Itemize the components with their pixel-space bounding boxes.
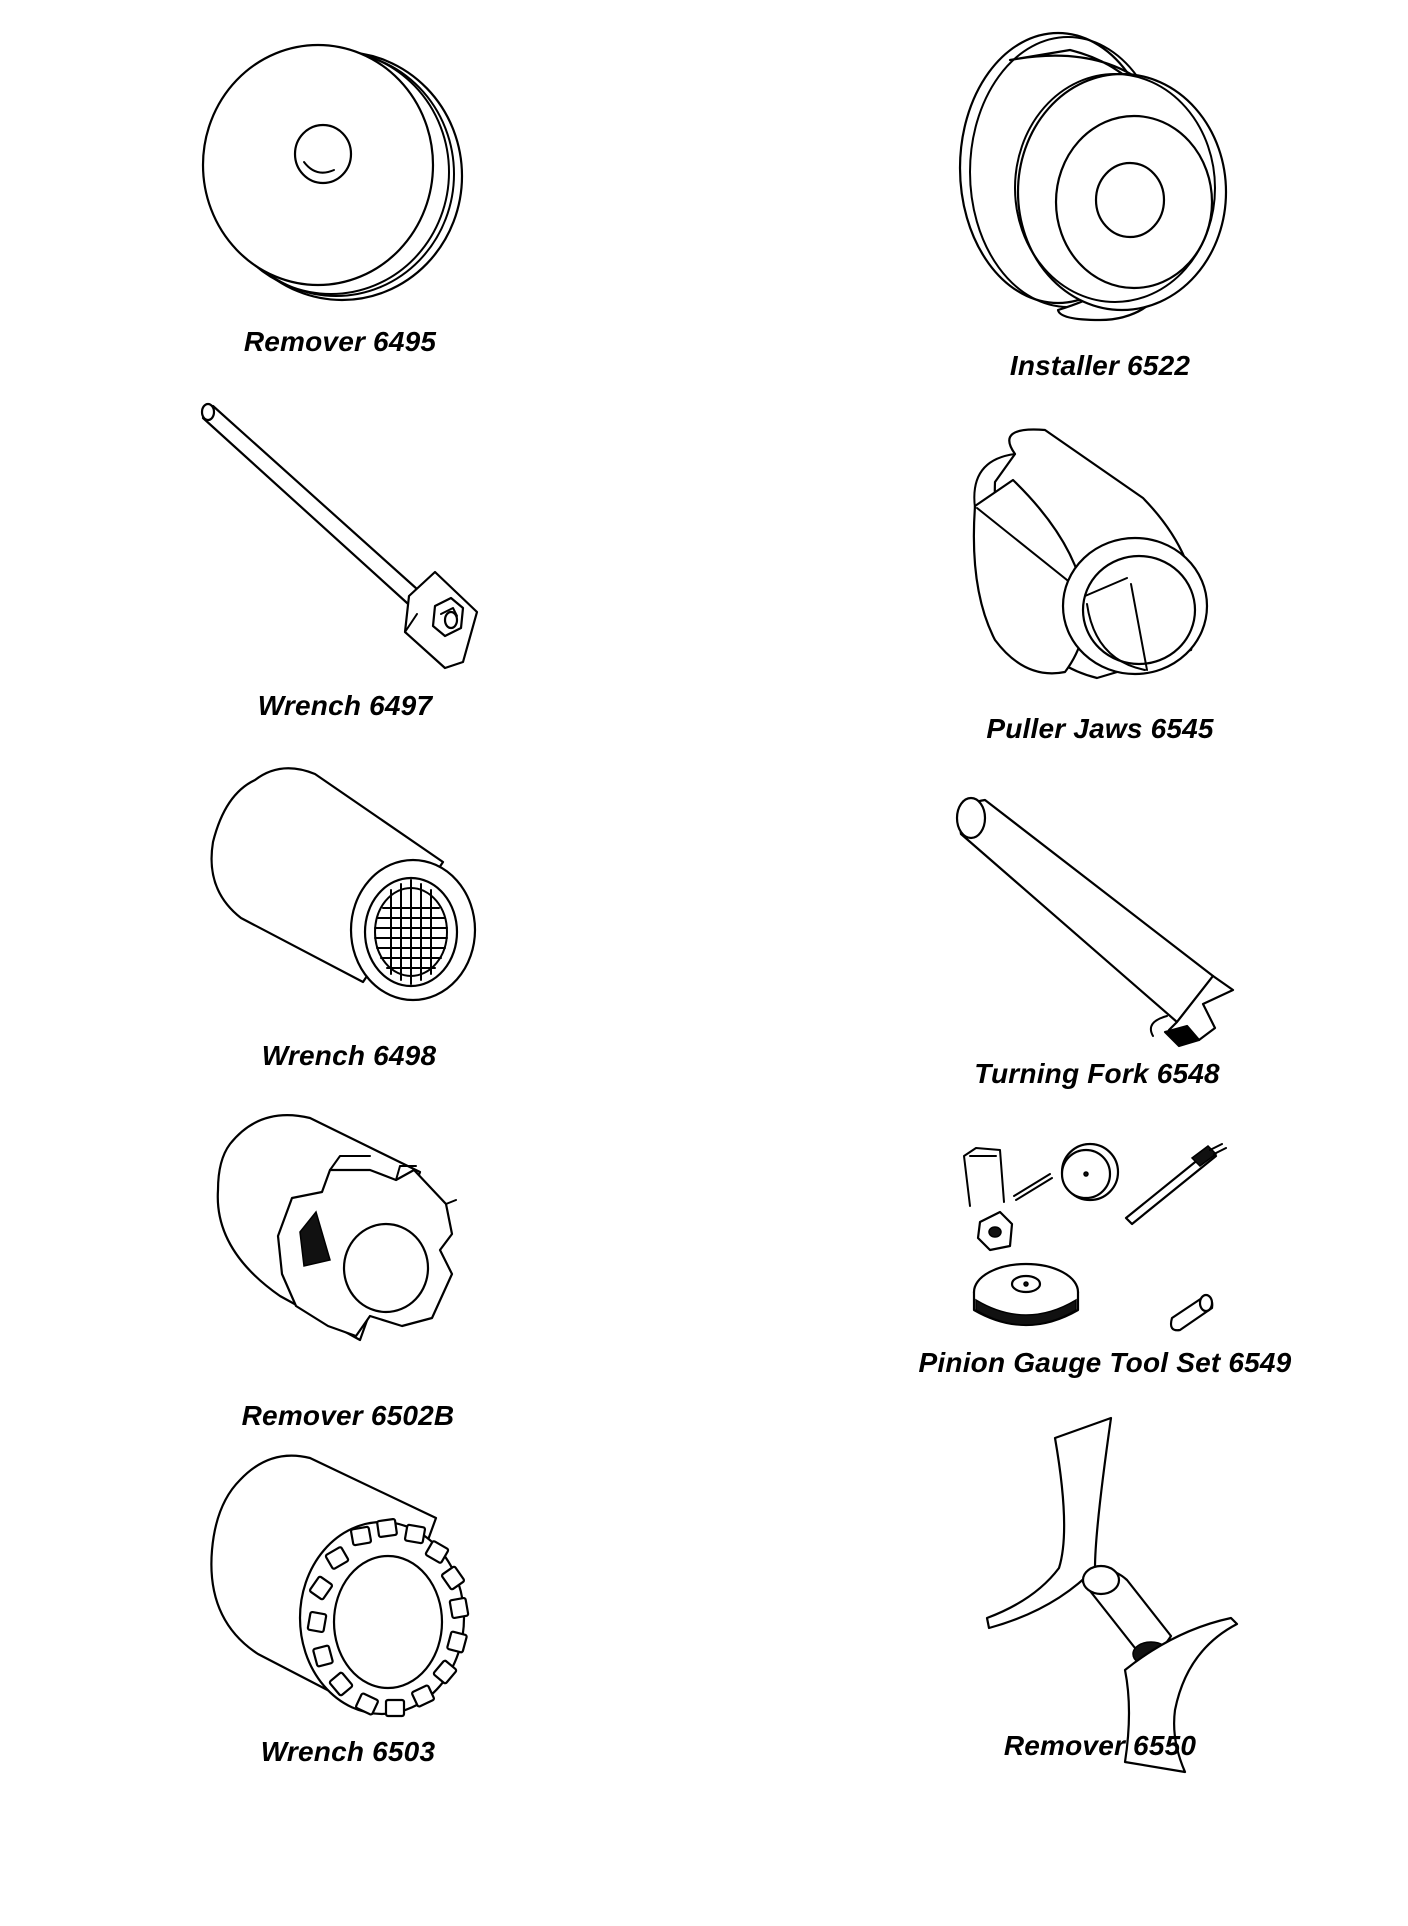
tool-remover-6495 — [200, 20, 480, 357]
tool-remover-6502b — [200, 1100, 500, 1430]
wrench-6497-illustration — [195, 400, 495, 720]
puller-jaws-6545-illustration — [955, 420, 1255, 750]
tool-turning-fork-6548 — [955, 790, 1255, 1120]
tool-installer-6522 — [950, 20, 1250, 381]
remover-6495-illustration — [200, 20, 480, 310]
caption-installer-6522: Installer 6522 — [1009, 350, 1191, 381]
remover-6550-illustration — [975, 1410, 1255, 1770]
tool-puller-jaws-6545 — [955, 420, 1255, 750]
wrench-6503-illustration — [200, 1440, 500, 1780]
caption-pinion-gauge-tool-set-6549: Pinion Gauge Tool Set 6549 — [918, 1347, 1292, 1378]
tool-wrench-6498 — [205, 760, 495, 1080]
caption-turning-fork-6548: Turning Fork 6548 — [974, 1058, 1220, 1089]
tool-remover-6550 — [975, 1410, 1255, 1770]
caption-puller-jaws-6545: Puller Jaws 6545 — [986, 713, 1214, 744]
installer-6522-illustration — [950, 20, 1250, 360]
remover-6502b-illustration — [200, 1100, 500, 1430]
caption-wrench-6498: Wrench 6498 — [261, 1040, 437, 1071]
tool-pinion-gauge-tool-set-6549 — [918, 1140, 1292, 1400]
tool-wrench-6497 — [195, 400, 495, 720]
caption-remover-6550: Remover 6550 — [1003, 1730, 1197, 1761]
wrench-6498-illustration — [205, 760, 495, 1080]
caption-wrench-6503: Wrench 6503 — [260, 1736, 436, 1767]
caption-remover-6495: Remover 6495 — [243, 326, 437, 357]
caption-wrench-6497: Wrench 6497 — [257, 690, 433, 721]
tool-wrench-6503 — [200, 1440, 500, 1780]
caption-remover-6502b: Remover 6502B — [241, 1400, 455, 1431]
